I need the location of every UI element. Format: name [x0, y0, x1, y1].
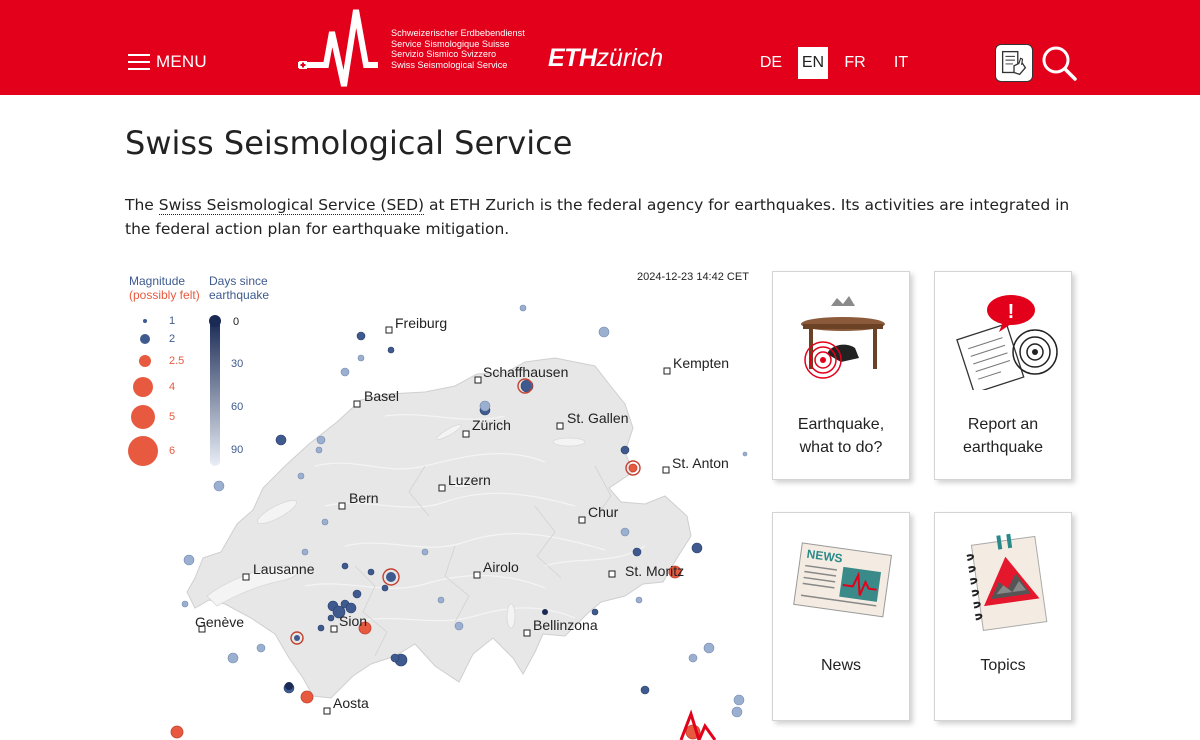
language-switcher [752, 47, 928, 79]
org-name-en: Swiss Seismological Service [391, 59, 508, 70]
legend-days-start-marker [209, 315, 221, 327]
legend-mag-2: 2 [169, 333, 176, 345]
tile-label: News [820, 657, 861, 674]
lang-en[interactable]: EN [798, 47, 828, 79]
city-basel: Basel [364, 388, 400, 404]
search-icon[interactable] [1040, 44, 1078, 82]
topics-notebook-icon [959, 527, 1051, 631]
city-geneve: Genève [195, 614, 245, 630]
legend-magnitude-subtitle: (possibly felt) [129, 288, 200, 302]
tile-label-line1: Earthquake, [797, 416, 885, 433]
legend-days-90: 90 [231, 444, 244, 456]
tile-label: Topics [980, 657, 1026, 674]
newspaper-icon [791, 539, 895, 629]
lang-de[interactable]: DE [759, 54, 783, 71]
menu-label: MENU [156, 52, 207, 71]
city-st-gallen: St. Gallen [567, 410, 629, 426]
legend-days-gradient [210, 320, 220, 466]
legend-mag-2-5: 2.5 [169, 355, 185, 367]
city-bern: Bern [349, 490, 379, 506]
tile-label-line2: what to do? [799, 439, 883, 456]
legend-magnitude-symbols [128, 319, 158, 466]
site-header [0, 0, 1200, 95]
earthquake-map[interactable] [125, 266, 751, 740]
legend-magnitude-title: Magnitude [129, 274, 186, 288]
city-luzern: Luzern [448, 472, 491, 488]
city-st-anton: St. Anton [672, 455, 729, 471]
page-title: Swiss Seismological Service [125, 124, 573, 162]
city-schaffhausen: Schaffhausen [483, 364, 569, 380]
legend-days-title: Days since [209, 274, 268, 288]
tile-label-line2: earthquake [962, 439, 1044, 456]
tile-topics[interactable] [934, 512, 1072, 721]
city-airolo: Airolo [483, 559, 519, 575]
legend-days-0: 0 [233, 316, 240, 328]
sed-logo[interactable] [296, 8, 386, 90]
org-name-fr: Service Sismologique Suisse [391, 38, 510, 49]
intro-before: The [125, 196, 159, 214]
intro-text [125, 193, 1075, 241]
eth-suffix: zürich [596, 44, 664, 72]
legend-days-30: 30 [231, 358, 244, 370]
map-timestamp: 2024-12-23 14:42 CET [637, 271, 749, 283]
eth-brand: ETH [548, 44, 597, 72]
city-zurich: Zürich [472, 417, 511, 433]
legend-mag-6: 6 [169, 445, 176, 457]
org-names [391, 28, 525, 70]
legend-mag-1: 1 [169, 315, 176, 327]
tile-report-earthquake[interactable] [934, 271, 1072, 480]
tile-earthquake-what-to-do[interactable] [772, 271, 910, 480]
eth-logo[interactable] [548, 44, 663, 73]
city-lausanne: Lausanne [253, 561, 315, 577]
city-sion: Sion [339, 613, 368, 629]
intro-after: at ETH Zurich is the federal agency for earthquakes. Its activities are integrated in the federal action plan for earthquake mitigation. [125, 196, 1070, 238]
city-bellinzona: Bellinzona [533, 617, 598, 633]
sed-link[interactable]: Swiss Seismological Service (SED) [158, 196, 425, 214]
report-form-icon [951, 294, 1059, 390]
org-name-de: Schweizerischer Erdbebendienst [391, 28, 525, 38]
table-shelter-icon [797, 294, 889, 390]
legend-mag-5: 5 [169, 411, 176, 423]
svg-text:NEWS: NEWS [805, 546, 844, 566]
legend-days-title-2: earthquake [209, 288, 270, 302]
city-freiburg: Freiburg [395, 315, 448, 331]
svg-text:!: ! [1007, 301, 1015, 323]
legend-days-60: 60 [231, 401, 244, 413]
city-chur: Chur [588, 504, 619, 520]
hamburger-icon [128, 54, 150, 70]
guide-book-icon[interactable] [995, 44, 1033, 82]
legend-mag-4: 4 [169, 381, 176, 393]
org-name-it: Servizio Sismico Svizzero [391, 49, 497, 59]
city-kempten: Kempten [673, 355, 730, 371]
switzerland-relief-map [125, 266, 751, 740]
lang-fr[interactable]: FR [844, 54, 866, 71]
city-aosta: Aosta [333, 695, 369, 711]
menu-button[interactable] [128, 52, 207, 72]
tile-label-line1: Report an [967, 416, 1039, 433]
city-st-moritz: St. Moritz [625, 563, 685, 579]
tile-news[interactable] [772, 512, 910, 721]
lang-it[interactable]: IT [893, 54, 909, 71]
